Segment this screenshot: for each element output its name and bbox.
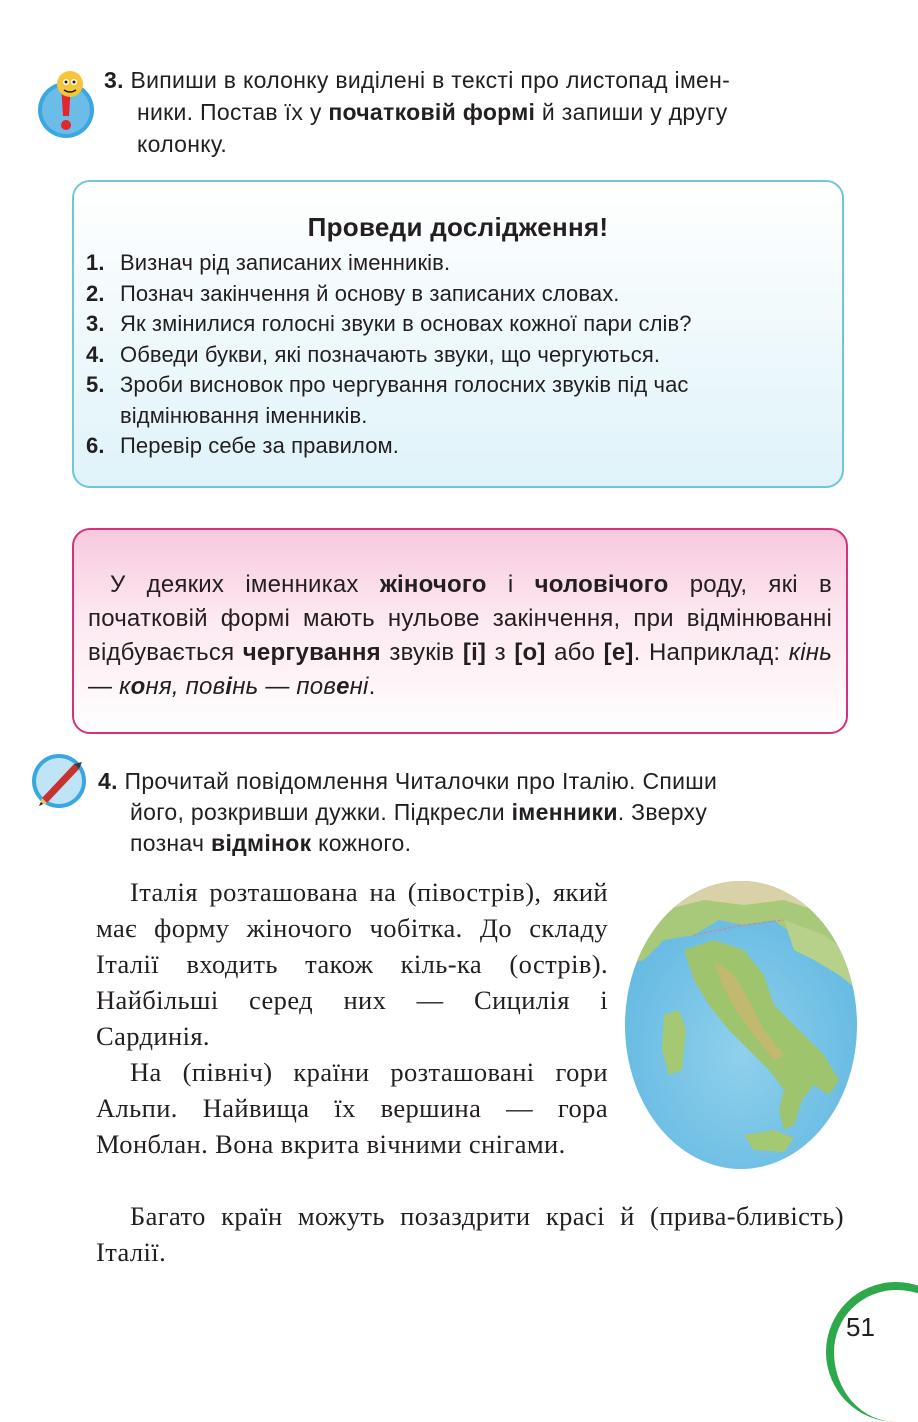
research-box [72,180,844,488]
italy-map-image [624,880,858,1170]
page-number: 51 [846,1312,875,1342]
rule-text: У деяких іменниках жіночого і чоловічого роду, які в початковій формі мають нульове закінчення, при відмінюванні відбувається чергування звуків [і] з [о] або [е]. Наприклад: кінь — коня, повінь — повені. [88,571,833,700]
reading-paragraph-3: Багато країн можуть позаздрити красі й (прива-бливість) Італії. [96,1201,844,1267]
page-number-arc [826,1282,918,1422]
task3-line2-post: й запиши у другу [535,99,728,125]
task4-number: 4. [98,768,118,794]
research-title: Проведи дослідження! [307,212,609,242]
task3-line1: Випиши в колонку виділені в тексті про листопад імен- [130,67,731,93]
list-item: 4. Обведи букви, які позначають звуки, що чергуються. [86,341,661,367]
list-item: 5. Зроби висновок про чергування голосних звуків під час відмінювання іменників. [86,372,689,428]
rule-box [72,528,848,734]
list-item: 2. Познач закінчення й основу в записаних словах. [86,280,620,306]
list-item: 1. Визнач рід записаних іменників. [86,250,451,275]
task3-number: 3. [104,67,124,93]
task3-line3: колонку. [137,131,228,157]
list-item: 6. Перевір себе за правилом. [86,433,399,458]
reading-paragraph-2: На (північ) країни розташовані гори Альпи. Найвища їх вершина — гора Монблан. Вона вкрита вічними снігами. [96,1057,608,1159]
reading-paragraph-1: Італія розташована на (півострів), який має форму жіночого чобітка. До складу Італії входить також кіль-ка (острів). Найбільші серед них — Сицилія і Сардинія. [96,877,608,1051]
task4-line1: Прочитай повідомлення Читалочки про Італію. Спиши [124,768,718,794]
research-list [86,248,826,462]
pen-icon [30,752,88,810]
rule-example: кінь — коня, повінь — повені [88,639,833,700]
list-item: 3. Як змінилися голосні звуки в основах кожної пари слів? [86,311,692,336]
task3-line2-pre: ники. Постав їх у [137,99,329,125]
task3-line2-bold: початковій формі [328,99,536,125]
exclamation-mascot-icon [34,62,98,142]
